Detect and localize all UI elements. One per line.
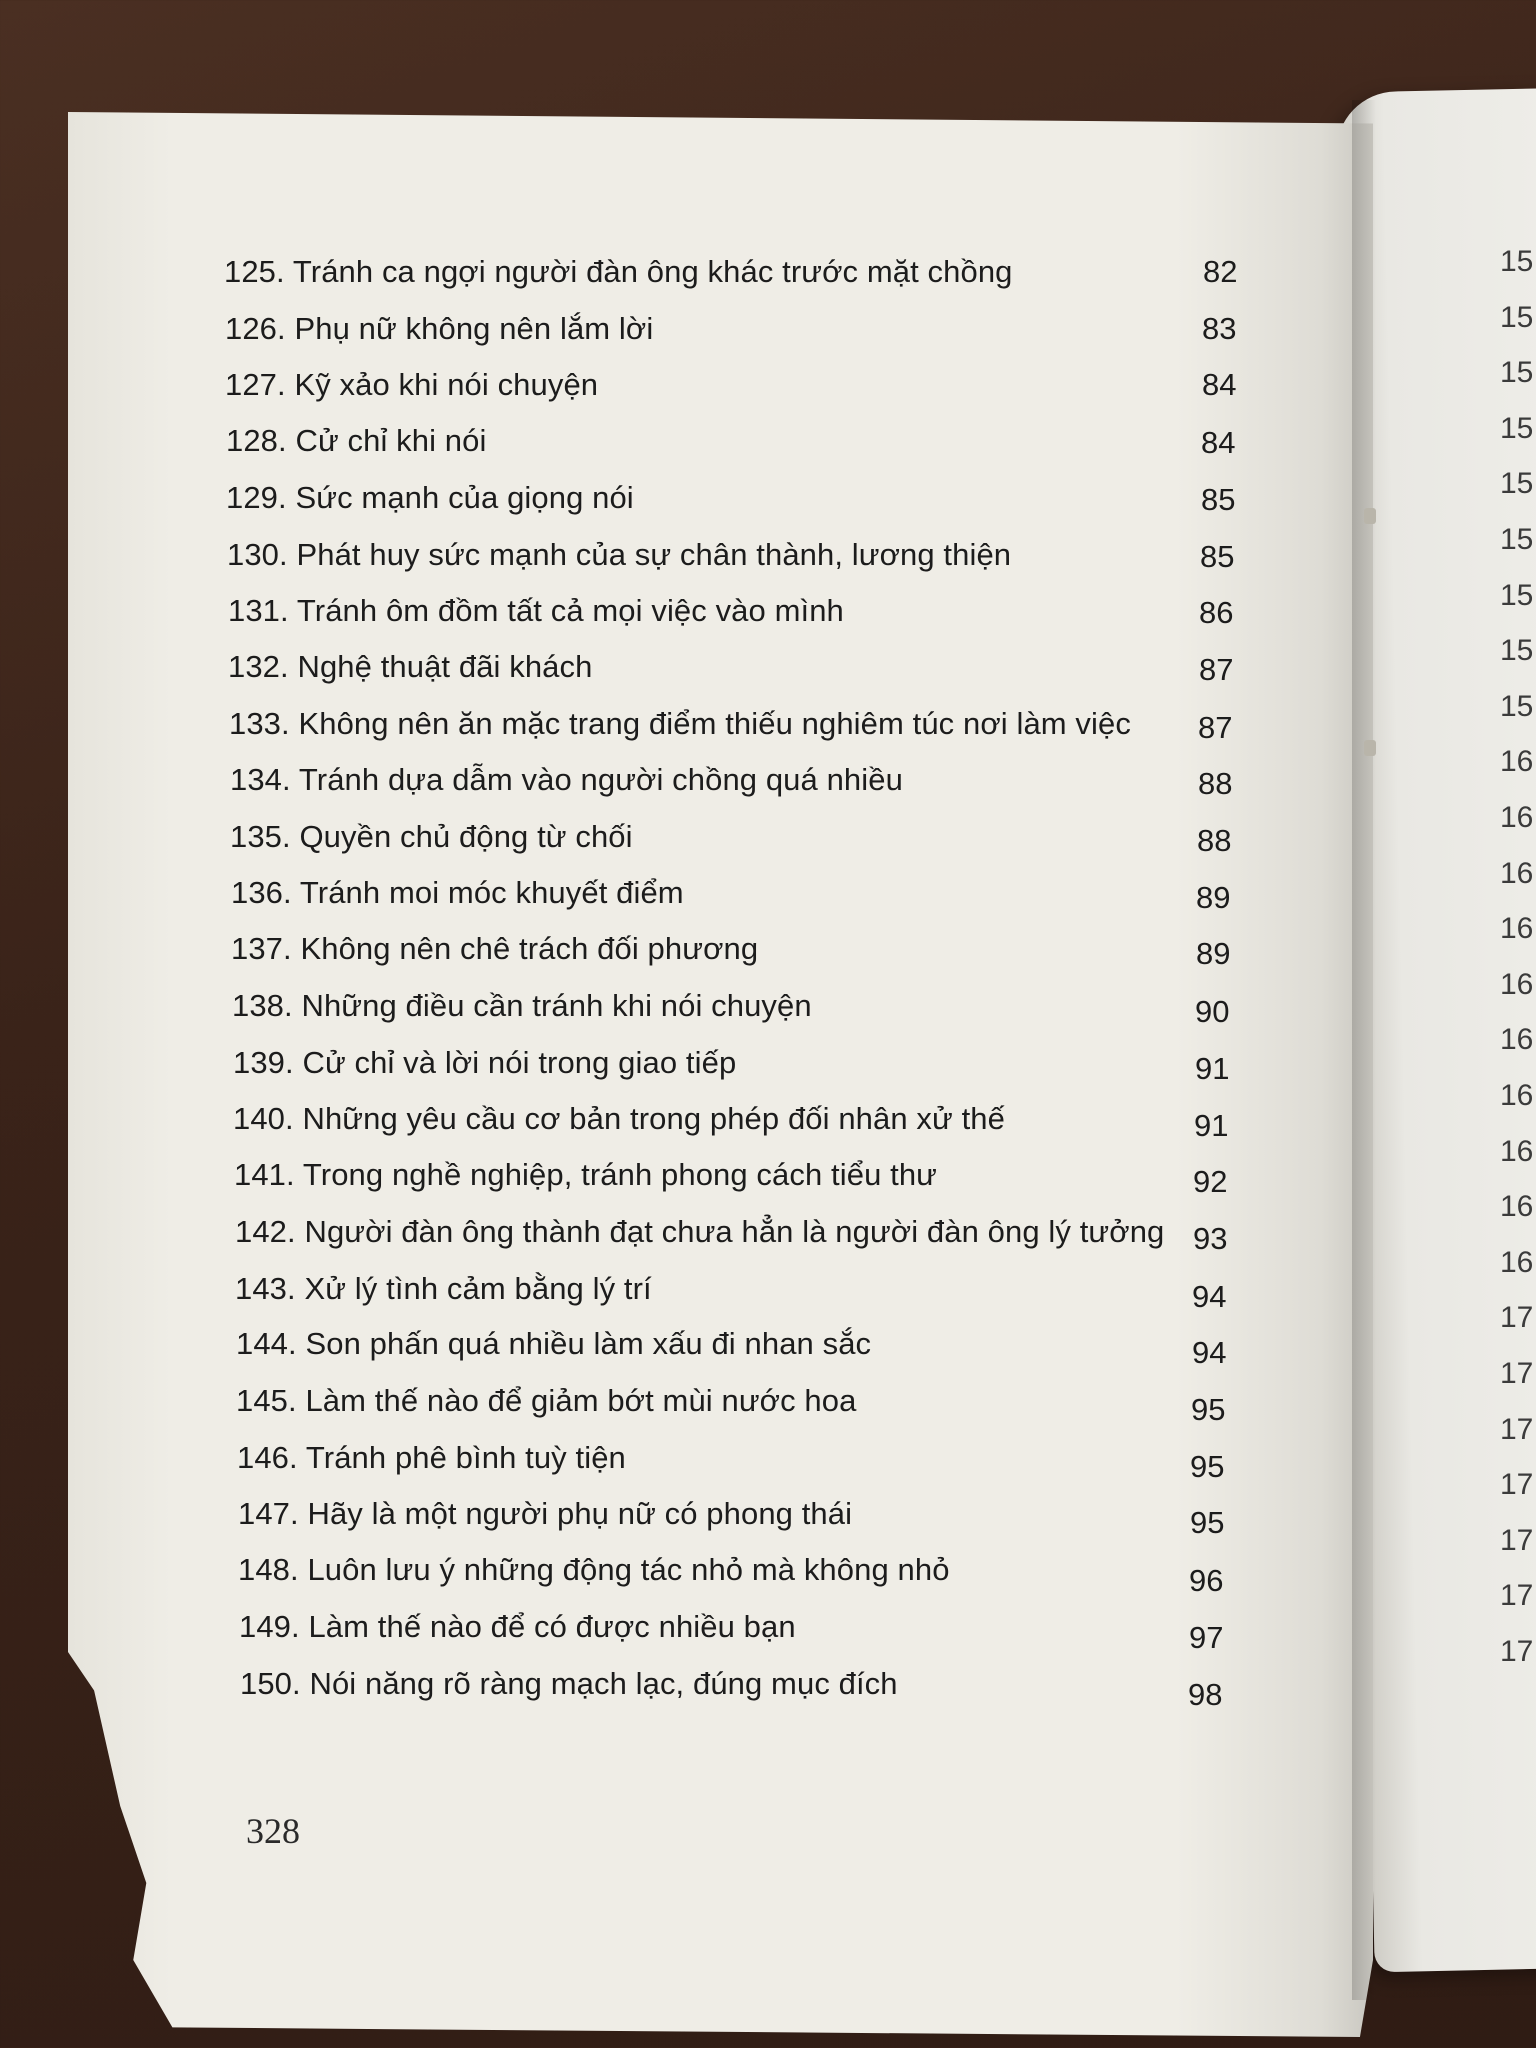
toc-entry-page: 90 <box>1195 994 1230 1030</box>
toc-entry-page: 82 <box>1203 254 1238 289</box>
toc-entry-number: 133. <box>229 705 290 741</box>
toc-entry <box>0 1665 1536 1724</box>
facing-page-number: 15 <box>1500 467 1534 501</box>
toc-entry-text: Những điều cần tránh khi nói chuyện <box>301 988 812 1024</box>
toc-entry-title <box>224 254 1013 290</box>
toc-entry-number: 138. <box>232 988 293 1024</box>
toc-entry-number: 143. <box>235 1270 296 1306</box>
facing-page-number: 17 <box>1500 1468 1534 1502</box>
toc-entry <box>0 1044 1536 1100</box>
toc-entry-text: Tránh ôm đồm tất cả mọi việc vào mình <box>296 593 844 629</box>
facing-page-number: 16 <box>1500 1023 1534 1057</box>
facing-page-number: 15 <box>1500 411 1534 445</box>
toc-entry-number: 140. <box>233 1100 294 1136</box>
toc-entry-page: 94 <box>1192 1278 1227 1314</box>
toc-entry-text: Tránh dựa dẫm vào người chồng quá nhiều <box>298 762 903 798</box>
toc-entry <box>0 594 1536 646</box>
facing-page-number: 16 <box>1500 1079 1534 1112</box>
facing-page-number: 15 <box>1500 245 1534 278</box>
toc-entry-text: Phụ nữ không nên lắm lời <box>294 310 654 346</box>
toc-entry-title <box>228 649 592 685</box>
toc-entry-number: 130. <box>227 536 288 572</box>
facing-page-number: 17 <box>1500 1412 1534 1446</box>
toc-entry-title <box>231 931 758 967</box>
toc-entry-title <box>234 1157 937 1193</box>
toc-entry-page: 91 <box>1195 1050 1230 1086</box>
toc-entry-text: Không nên chê trách đối phương <box>300 931 759 967</box>
toc-entry-text: Những yêu cầu cơ bản trong phép đối nhân xử thế <box>302 1100 1005 1136</box>
toc-entry-number: 149. <box>239 1608 300 1644</box>
toc-entry-title <box>237 1440 626 1476</box>
toc-entry-number: 126. <box>225 310 286 346</box>
toc-entry <box>0 424 1536 476</box>
toc-entry-text: Người đàn ông thành đạt chưa hẳn là người đàn ông lý tưởng <box>304 1213 1165 1249</box>
toc-entry-title <box>239 1609 796 1645</box>
toc-entry-page: 87 <box>1199 651 1234 687</box>
toc-entry <box>0 1270 1536 1327</box>
toc-entry-text: Làm thế nào để giảm bớt mùi nước hoa <box>305 1383 857 1418</box>
toc-entry-text: Không nên ăn mặc trang điểm thiếu nghiêm túc nơi làm việc <box>298 705 1131 741</box>
toc-entry-title <box>230 762 903 798</box>
toc-entry-page: 92 <box>1193 1164 1228 1200</box>
toc-entry <box>0 821 1536 873</box>
toc-entry-page: 88 <box>1198 766 1233 802</box>
page-number: 328 <box>246 1811 300 1851</box>
toc-entry-number: 144. <box>236 1326 297 1362</box>
facing-page-number: 16 <box>1500 801 1534 834</box>
toc-entry-title <box>226 480 634 516</box>
toc-entry-title <box>236 1326 871 1362</box>
toc-entry-text: Phát huy sức mạnh của sự chân thành, lương thiện <box>296 536 1012 572</box>
toc-entry <box>0 481 1536 533</box>
toc-entry-page: 86 <box>1199 595 1234 631</box>
toc-entry-title <box>238 1496 852 1532</box>
toc-entry-page: 88 <box>1197 823 1232 858</box>
facing-page-number: 16 <box>1500 856 1534 890</box>
toc-entry-title <box>227 537 1011 573</box>
toc-entry-page: 93 <box>1193 1220 1228 1256</box>
toc-entry-text: Nghệ thuật đãi khách <box>297 648 593 684</box>
toc-entry-text: Kỹ xảo khi nói chuyện <box>294 367 599 403</box>
toc-entry-number: 137. <box>231 931 292 967</box>
toc-entry-page: 89 <box>1196 936 1231 972</box>
toc-entry <box>0 1496 1536 1553</box>
facing-page-number: 15 <box>1500 689 1534 723</box>
facing-page-number: 16 <box>1500 1134 1534 1168</box>
facing-page-number: 17 <box>1500 1301 1534 1335</box>
toc-entry-title <box>231 875 684 911</box>
toc-entry-text: Tránh ca ngợi người đàn ông khác trước mặt chồng <box>292 254 1013 289</box>
toc-entry-title <box>235 1271 652 1307</box>
toc-entry-number: 148. <box>238 1552 299 1588</box>
toc-entry-text: Cử chỉ và lời nói trong giao tiếp <box>302 1044 737 1080</box>
toc-entry-number: 145. <box>236 1383 297 1418</box>
toc-entry-title <box>230 819 633 855</box>
toc-entry-page: 85 <box>1200 538 1235 574</box>
toc-entry <box>0 1326 1536 1383</box>
toc-entry-number: 131. <box>228 593 289 629</box>
toc-entry-page: 85 <box>1201 481 1236 517</box>
toc-entry-title <box>225 367 598 403</box>
toc-entry-number: 135. <box>230 819 291 854</box>
toc-entry-number: 136. <box>231 874 292 910</box>
toc-entry-number: 132. <box>228 648 289 684</box>
toc-entry <box>0 1439 1536 1497</box>
facing-page-number: 17 <box>1500 1579 1534 1613</box>
toc-entry-number: 141. <box>234 1157 295 1193</box>
toc-entry-title <box>240 1666 898 1702</box>
toc-entry-number: 150. <box>240 1665 301 1701</box>
toc-entry-page: 95 <box>1190 1448 1225 1484</box>
facing-page-number: 16 <box>1500 967 1534 1001</box>
toc-entry-page: 95 <box>1191 1392 1226 1427</box>
toc-entry-text: Tránh phê bình tuỳ tiện <box>305 1439 626 1475</box>
toc-entry-page: 87 <box>1198 709 1233 745</box>
toc-entry-title <box>233 1101 1005 1137</box>
toc-entry-title <box>228 593 844 629</box>
toc-entry-page: 94 <box>1192 1335 1227 1371</box>
toc-entry-title <box>225 311 653 347</box>
toc-entry <box>0 648 1536 703</box>
toc-entry-title <box>233 1045 736 1081</box>
toc-entry-text: Hãy là một người phụ nữ có phong thái <box>307 1496 853 1532</box>
toc-entry <box>0 311 1536 363</box>
toc-entry-title <box>238 1552 950 1588</box>
facing-page-number: 16 <box>1500 912 1534 946</box>
toc-entry-title <box>229 706 1131 742</box>
toc-entry-text: Cử chỉ khi nói <box>295 423 487 459</box>
toc-entry-number: 127. <box>225 367 286 403</box>
toc-entry-title <box>226 423 486 459</box>
toc-entry-page: 84 <box>1201 425 1236 461</box>
toc-entry <box>0 931 1536 986</box>
toc-entry <box>0 1100 1536 1157</box>
facing-page-number: 15 <box>1500 634 1534 668</box>
facing-page-number: 17 <box>1500 1635 1534 1668</box>
toc-entry-text: Làm thế nào để có được nhiều bạn <box>308 1608 796 1644</box>
toc-entry <box>0 254 1536 306</box>
toc-entry <box>0 988 1536 1043</box>
toc-entry-text: Son phấn quá nhiều làm xấu đi nhan sắc <box>305 1326 872 1362</box>
facing-page-number: 16 <box>1500 745 1534 779</box>
toc-entry-page: 98 <box>1188 1676 1223 1712</box>
toc-entry-number: 147. <box>238 1496 299 1532</box>
toc-entry-text: Luôn lưu ý những động tác nhỏ mà không nhỏ <box>307 1552 950 1588</box>
toc-entry <box>0 1552 1536 1610</box>
toc-entry <box>0 874 1536 930</box>
facing-page-number: 16 <box>1500 1245 1534 1279</box>
facing-page-number: 15 <box>1500 300 1534 334</box>
facing-page-number: 15 <box>1500 578 1534 612</box>
toc-entry-number: 142. <box>235 1213 296 1249</box>
toc-entry-page: 89 <box>1196 879 1231 915</box>
toc-entry-title <box>232 988 812 1024</box>
toc-entry-number: 139. <box>233 1044 294 1080</box>
facing-page-number: 15 <box>1500 356 1534 390</box>
toc-entry-text: Quyền chủ động từ chối <box>299 819 633 854</box>
facing-page-number: 16 <box>1500 1190 1534 1224</box>
toc-entry <box>0 1608 1536 1667</box>
facing-page-number: 17 <box>1500 1523 1534 1557</box>
toc-entry-page: 91 <box>1194 1107 1229 1143</box>
toc-entry-title <box>235 1214 1164 1250</box>
toc-entry-title <box>236 1383 856 1419</box>
toc-entry <box>0 538 1536 590</box>
toc-entry <box>0 367 1536 419</box>
toc-entry-text: Tránh moi móc khuyết điểm <box>299 874 684 910</box>
toc-entry-text: Xử lý tình cảm bằng lý trí <box>304 1270 652 1306</box>
toc-entry-number: 128. <box>226 423 287 459</box>
toc-entry <box>0 764 1536 816</box>
toc-entry-page: 83 <box>1202 310 1237 346</box>
toc-entry-number: 129. <box>226 479 287 515</box>
toc-entry <box>0 1157 1536 1213</box>
toc-entry-number: 134. <box>230 762 291 798</box>
toc-entry-text: Trong nghề nghiệp, tránh phong cách tiểu thư <box>302 1157 938 1193</box>
toc-entry-number: 146. <box>237 1439 298 1475</box>
toc-entry <box>0 1213 1536 1270</box>
toc-entry <box>0 1383 1536 1440</box>
toc-entry-page: 84 <box>1202 367 1237 403</box>
toc-entry-text: Sức mạnh của giọng nói <box>295 479 634 515</box>
toc-entry-page: 95 <box>1190 1505 1225 1541</box>
toc-entry-page: 97 <box>1189 1619 1224 1655</box>
toc-entry-page: 96 <box>1189 1563 1224 1599</box>
facing-page-number: 17 <box>1500 1357 1534 1390</box>
toc-entry-number: 125. <box>224 254 285 289</box>
facing-page-number: 15 <box>1500 523 1534 556</box>
toc-entry-text: Nói năng rõ ràng mạch lạc, đúng mục đích <box>309 1665 898 1701</box>
